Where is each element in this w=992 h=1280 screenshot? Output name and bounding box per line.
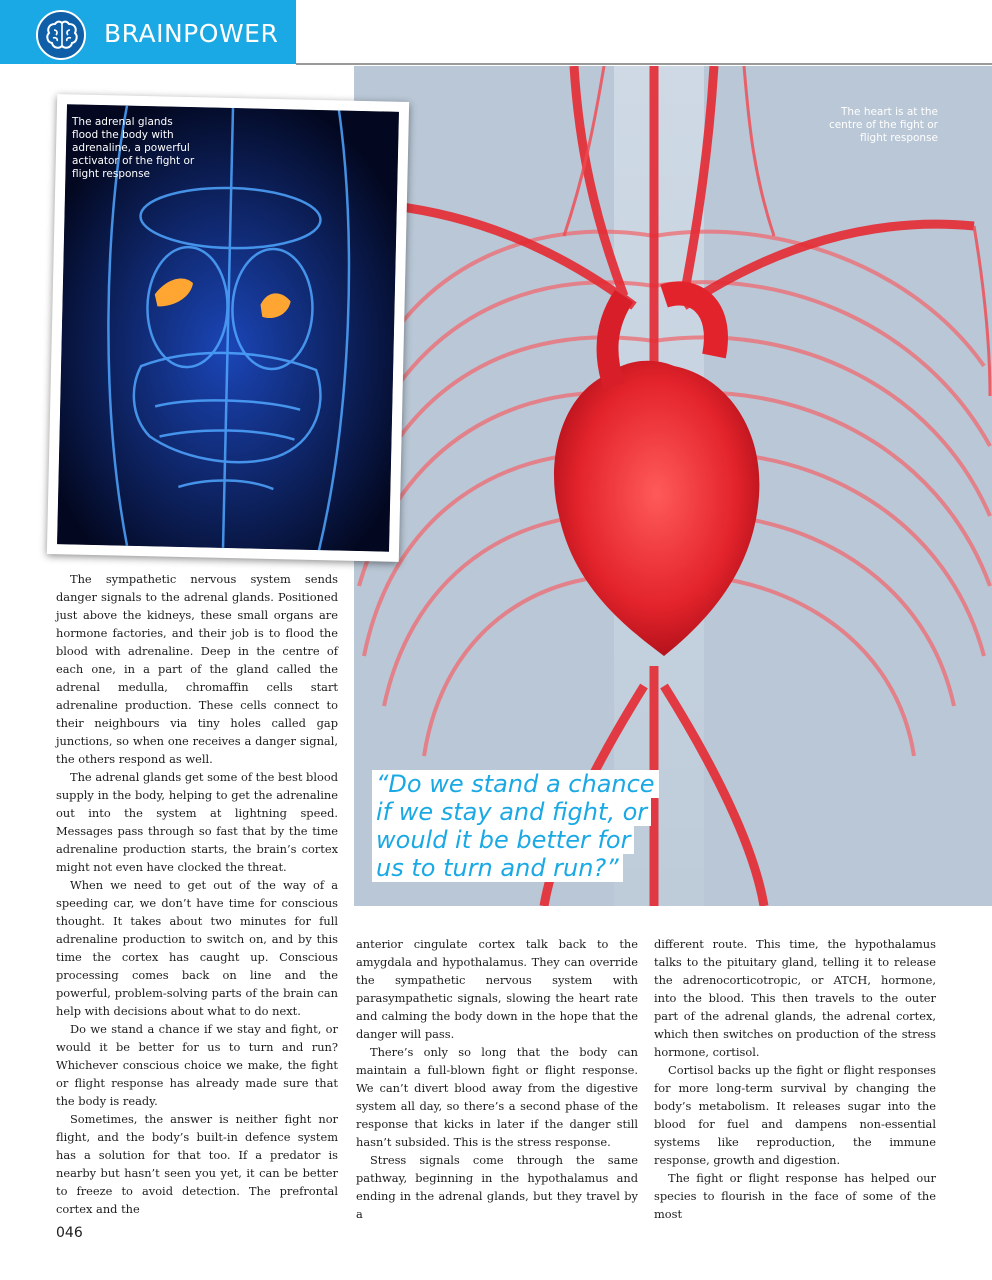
paragraph: Cortisol backs up the fight or flight responses for more long-term survival by changing the body’s metabolism. It releases sugar into the blood for fuel and dampens non-essential systems like reproduction, the immune response, growth and digestion. bbox=[654, 1063, 936, 1167]
section-tab bbox=[0, 0, 296, 64]
pull-quote-line: us to turn and run?” bbox=[372, 854, 659, 882]
paragraph: There’s only so long that the body can maintain a full-blown fight or flight response. We can’t divert blood away from the digestive system all day, so there’s a second phase of the response that kicks in later if the danger still hasn’t subsided. This is the stress response. bbox=[356, 1045, 638, 1149]
paragraph: Do we stand a chance if we stay and fight, or would it be better for us to turn and run? Whichever conscious choice we make, the fight or flight response has already made sure that the body is ready. bbox=[56, 1022, 338, 1108]
article-column-2 bbox=[356, 935, 638, 1223]
paragraph: The adrenal glands get some of the best blood supply in the body, helping to get the adrenaline out into the system at lightning speed. Messages pass through so fast that by the time adrenaline production starts, the brain’s cortex might not even have clocked the threat. bbox=[56, 770, 338, 874]
paragraph: When we need to get out of the way of a speeding car, we don’t have time for conscious thought. It takes about two minutes for full adrenaline production to switch on, and by this time the cortex has caught up. Conscious processing comes back on line and the powerful, problem-solving parts of the brain can help with decisions about what to do next. bbox=[56, 878, 338, 1018]
paragraph: anterior cingulate cortex talk back to the amygdala and hypothalamus. They can override the sympathetic nervous system with parasympathetic signals, slowing the heart rate and calming the body down in the hope that the danger will pass. bbox=[356, 937, 638, 1041]
paragraph: Stress signals come through the same pathway, beginning in the hypothalamus and ending in the adrenal glands, but they travel by a bbox=[356, 1153, 638, 1221]
pull-quote-line: “Do we stand a chance bbox=[372, 770, 659, 798]
pull-quote-line: would it be better for bbox=[372, 826, 659, 854]
article-column-3 bbox=[654, 935, 936, 1223]
inset-caption: The adrenal glands flood the body with adrenaline, a powerful activator of the fight or flight response bbox=[72, 116, 195, 180]
pull-quote bbox=[372, 770, 659, 882]
section-label: BRAINPOWER bbox=[104, 19, 279, 48]
paragraph: different route. This time, the hypothalamus talks to the pituitary gland, telling it to release the adrenocorticotropic, or ATCH, hormone, into the blood. This then travels to the outer part of the adrenal glands, the adrenal cortex, which then switches on production of the stress hormone, cortisol. bbox=[654, 937, 936, 1059]
heart-caption: The heart is at the centre of the fight or flight response bbox=[828, 106, 938, 144]
paragraph: The sympathetic nervous system sends danger signals to the adrenal glands. Positioned just above the kidneys, these small organs are hormone factories, and their job is to flood the blood with adrenaline. Deep in the centre of each one, in a part of the gland called the adrenal medulla, chromaffin cells start adrenaline production. These cells connect to their neighbours via tiny holes called gap junctions, so when one receives a danger signal, the others respond as well. bbox=[56, 572, 338, 766]
pull-quote-line: if we stay and fight, or bbox=[372, 798, 659, 826]
paragraph: Sometimes, the answer is neither fight nor flight, and the body’s built-in defence system has a solution for that too. If a predator is nearby but hasn’t seen you yet, it can be better to freeze to avoid detection. The prefrontal cortex and the bbox=[56, 1112, 338, 1216]
page-number: 046 bbox=[56, 1225, 83, 1241]
paragraph: The fight or flight response has helped our species to flourish in the face of some of the most bbox=[654, 1171, 936, 1221]
article-column-1 bbox=[56, 570, 338, 1218]
brain-icon bbox=[36, 10, 86, 60]
header-rule bbox=[296, 63, 992, 65]
